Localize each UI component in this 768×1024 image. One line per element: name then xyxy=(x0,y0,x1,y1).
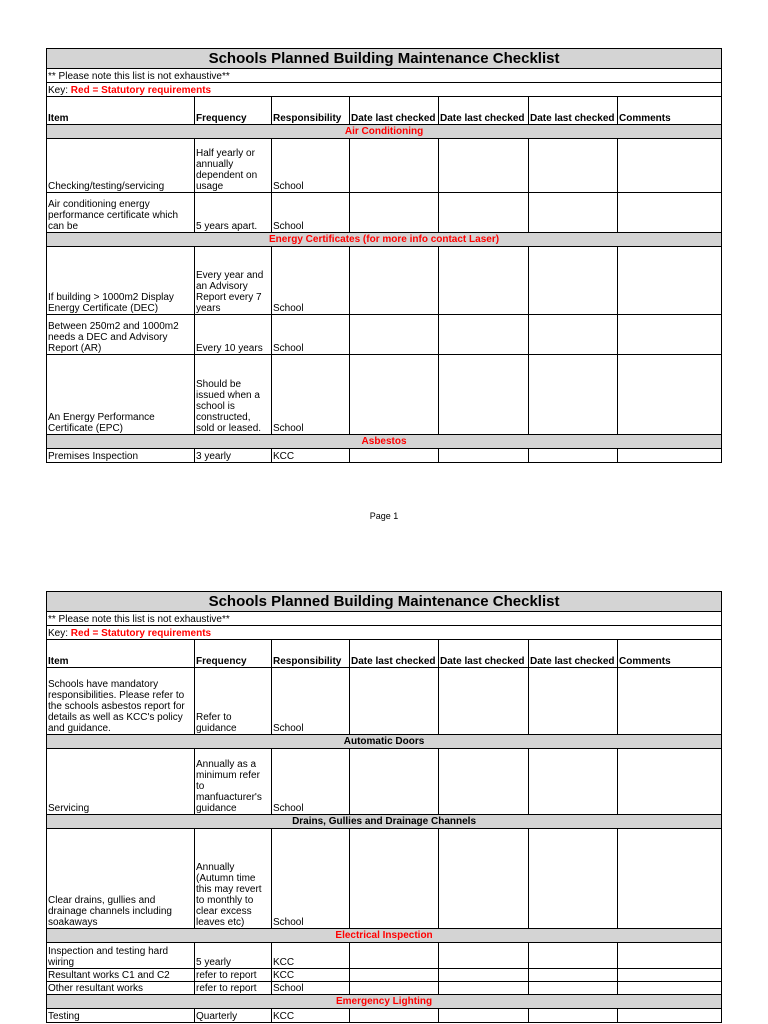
responsibility-cell: School xyxy=(272,982,350,995)
date-cell[interactable] xyxy=(350,247,439,315)
header-date-last-checked-1: Date last checked xyxy=(350,97,439,125)
date-cell[interactable] xyxy=(529,247,618,315)
responsibility-cell: KCC xyxy=(272,943,350,969)
sheet-title: Schools Planned Building Maintenance Checklist xyxy=(47,49,722,69)
date-cell[interactable] xyxy=(439,1009,529,1023)
header-row xyxy=(47,640,722,668)
comments-cell[interactable] xyxy=(618,969,722,982)
frequency-cell: Should be issued when a school is constructed, sold or leased. xyxy=(195,355,272,435)
responsibility-cell: KCC xyxy=(272,1009,350,1023)
date-cell[interactable] xyxy=(350,749,439,815)
date-cell[interactable] xyxy=(529,969,618,982)
frequency-cell: refer to report xyxy=(195,969,272,982)
frequency-cell: Every 10 years xyxy=(195,315,272,355)
disclaimer-note: ** Please note this list is not exhaustive** xyxy=(47,612,722,626)
table-row xyxy=(47,193,722,233)
date-cell[interactable] xyxy=(439,969,529,982)
key-label: Key: xyxy=(48,85,71,96)
header-comments: Comments xyxy=(618,640,722,668)
responsibility-cell: School xyxy=(272,749,350,815)
responsibility-cell: School xyxy=(272,668,350,735)
date-cell[interactable] xyxy=(350,943,439,969)
date-cell[interactable] xyxy=(529,749,618,815)
date-cell[interactable] xyxy=(439,749,529,815)
header-date-last-checked-2: Date last checked xyxy=(439,97,529,125)
table-row xyxy=(47,943,722,969)
key-statutory: Red = Statutory requirements xyxy=(70,85,212,96)
comments-cell[interactable] xyxy=(618,355,722,435)
header-date-last-checked-1: Date last checked xyxy=(350,640,439,668)
date-cell[interactable] xyxy=(439,449,529,463)
table-row xyxy=(47,749,722,815)
frequency-cell: Half yearly or annually dependent on usage xyxy=(195,139,272,193)
section-emergency-lighting xyxy=(47,995,722,1009)
comments-cell[interactable] xyxy=(618,139,722,193)
date-cell[interactable] xyxy=(350,139,439,193)
table-row xyxy=(47,982,722,995)
date-cell[interactable] xyxy=(529,668,618,735)
comments-cell[interactable] xyxy=(618,247,722,315)
table-row xyxy=(47,315,722,355)
date-cell[interactable] xyxy=(529,829,618,929)
table-row xyxy=(47,1009,722,1023)
section-title: Energy Certificates (for more info contact Laser) xyxy=(47,233,722,247)
date-cell[interactable] xyxy=(439,668,529,735)
date-cell[interactable] xyxy=(529,139,618,193)
date-cell[interactable] xyxy=(350,193,439,233)
item-cell: Clear drains, gullies and drainage channels including soakaways xyxy=(47,829,195,929)
header-responsibility: Responsibility xyxy=(272,97,350,125)
date-cell[interactable] xyxy=(439,355,529,435)
table-row xyxy=(47,969,722,982)
table-row xyxy=(47,139,722,193)
section-air-conditioning xyxy=(47,125,722,139)
date-cell[interactable] xyxy=(439,139,529,193)
item-cell: Between 250m2 and 1000m2 needs a DEC and Advisory Report (AR) xyxy=(47,315,195,355)
checklist-table-page-2 xyxy=(46,591,722,1023)
page-number: Page 1 xyxy=(369,511,399,521)
responsibility-cell: School xyxy=(272,247,350,315)
date-cell[interactable] xyxy=(529,315,618,355)
header-date-last-checked-3: Date last checked xyxy=(529,97,618,125)
item-cell: Checking/testing/servicing xyxy=(47,139,195,193)
date-cell[interactable] xyxy=(529,943,618,969)
frequency-cell: 3 yearly xyxy=(195,449,272,463)
comments-cell[interactable] xyxy=(618,449,722,463)
date-cell[interactable] xyxy=(439,315,529,355)
frequency-cell: 5 yearly xyxy=(195,943,272,969)
item-cell: Inspection and testing hard wiring xyxy=(47,943,195,969)
item-cell: Servicing xyxy=(47,749,195,815)
table-row xyxy=(47,668,722,735)
frequency-cell: refer to report xyxy=(195,982,272,995)
section-title: Automatic Doors xyxy=(47,735,722,749)
date-cell[interactable] xyxy=(439,247,529,315)
comments-cell[interactable] xyxy=(618,982,722,995)
item-cell: An Energy Performance Certificate (EPC) xyxy=(47,355,195,435)
disclaimer-note: ** Please note this list is not exhaustive** xyxy=(47,69,722,83)
date-cell[interactable] xyxy=(439,193,529,233)
comments-cell[interactable] xyxy=(618,668,722,735)
date-cell[interactable] xyxy=(350,668,439,735)
item-cell: Other resultant works xyxy=(47,982,195,995)
responsibility-cell: KCC xyxy=(272,969,350,982)
comments-cell[interactable] xyxy=(618,315,722,355)
frequency-cell: Annually (Autumn time this may revert to monthly to clear excess leaves etc) xyxy=(195,829,272,929)
header-item: Item xyxy=(47,640,195,668)
responsibility-cell: School xyxy=(272,829,350,929)
section-title: Drains, Gullies and Drainage Channels xyxy=(47,815,722,829)
date-cell[interactable] xyxy=(529,449,618,463)
header-row xyxy=(47,97,722,125)
table-row xyxy=(47,355,722,435)
legend-key xyxy=(47,83,722,97)
section-title: Electrical Inspection xyxy=(47,929,722,943)
responsibility-cell: School xyxy=(272,355,350,435)
date-cell[interactable] xyxy=(350,829,439,929)
date-cell[interactable] xyxy=(350,982,439,995)
date-cell[interactable] xyxy=(350,969,439,982)
table-row xyxy=(47,247,722,315)
date-cell[interactable] xyxy=(529,982,618,995)
key-label: Key: xyxy=(48,628,71,639)
date-cell[interactable] xyxy=(350,1009,439,1023)
header-frequency: Frequency xyxy=(195,640,272,668)
date-cell[interactable] xyxy=(350,355,439,435)
checklist-table-page-1 xyxy=(46,48,722,463)
item-cell: Testing xyxy=(47,1009,195,1023)
frequency-cell: Annually as a minimum refer to manfuacturer's guidance xyxy=(195,749,272,815)
header-date-last-checked-2: Date last checked xyxy=(439,640,529,668)
section-electrical-inspection xyxy=(47,929,722,943)
sheet-title: Schools Planned Building Maintenance Checklist xyxy=(47,592,722,612)
date-cell[interactable] xyxy=(439,829,529,929)
section-energy-certificates xyxy=(47,233,722,247)
section-title: Air Conditioning xyxy=(47,125,722,139)
header-frequency: Frequency xyxy=(195,97,272,125)
table-row xyxy=(47,449,722,463)
date-cell[interactable] xyxy=(439,943,529,969)
responsibility-cell: KCC xyxy=(272,449,350,463)
item-cell: Resultant works C1 and C2 xyxy=(47,969,195,982)
section-title: Asbestos xyxy=(47,435,722,449)
date-cell[interactable] xyxy=(350,449,439,463)
comments-cell[interactable] xyxy=(618,1009,722,1023)
item-cell: Air conditioning energy performance certificate which can be xyxy=(47,193,195,233)
frequency-cell: 5 years apart. xyxy=(195,193,272,233)
item-cell: Schools have mandatory responsibilities. Please refer to the schools asbestos report for details as well as KCC's policy and guidance. xyxy=(47,668,195,735)
frequency-cell: Refer to guidance xyxy=(195,668,272,735)
item-cell: If building > 1000m2 Display Energy Certificate (DEC) xyxy=(47,247,195,315)
comments-cell[interactable] xyxy=(618,943,722,969)
date-cell[interactable] xyxy=(529,355,618,435)
section-asbestos xyxy=(47,435,722,449)
comments-cell[interactable] xyxy=(618,749,722,815)
header-item: Item xyxy=(47,97,195,125)
key-statutory: Red = Statutory requirements xyxy=(70,628,212,639)
responsibility-cell: School xyxy=(272,193,350,233)
date-cell[interactable] xyxy=(529,193,618,233)
date-cell[interactable] xyxy=(350,315,439,355)
item-cell: Premises Inspection xyxy=(47,449,195,463)
section-automatic-doors xyxy=(47,735,722,749)
table-row xyxy=(47,829,722,929)
frequency-cell: Every year and an Advisory Report every 7 years xyxy=(195,247,272,315)
responsibility-cell: School xyxy=(272,315,350,355)
header-comments: Comments xyxy=(618,97,722,125)
comments-cell[interactable] xyxy=(618,829,722,929)
frequency-cell: Quarterly xyxy=(195,1009,272,1023)
date-cell[interactable] xyxy=(529,1009,618,1023)
comments-cell[interactable] xyxy=(618,193,722,233)
date-cell[interactable] xyxy=(439,982,529,995)
section-title: Emergency Lighting xyxy=(47,995,722,1009)
header-date-last-checked-3: Date last checked xyxy=(529,640,618,668)
responsibility-cell: School xyxy=(272,139,350,193)
header-responsibility: Responsibility xyxy=(272,640,350,668)
section-drains xyxy=(47,815,722,829)
legend-key xyxy=(47,626,722,640)
